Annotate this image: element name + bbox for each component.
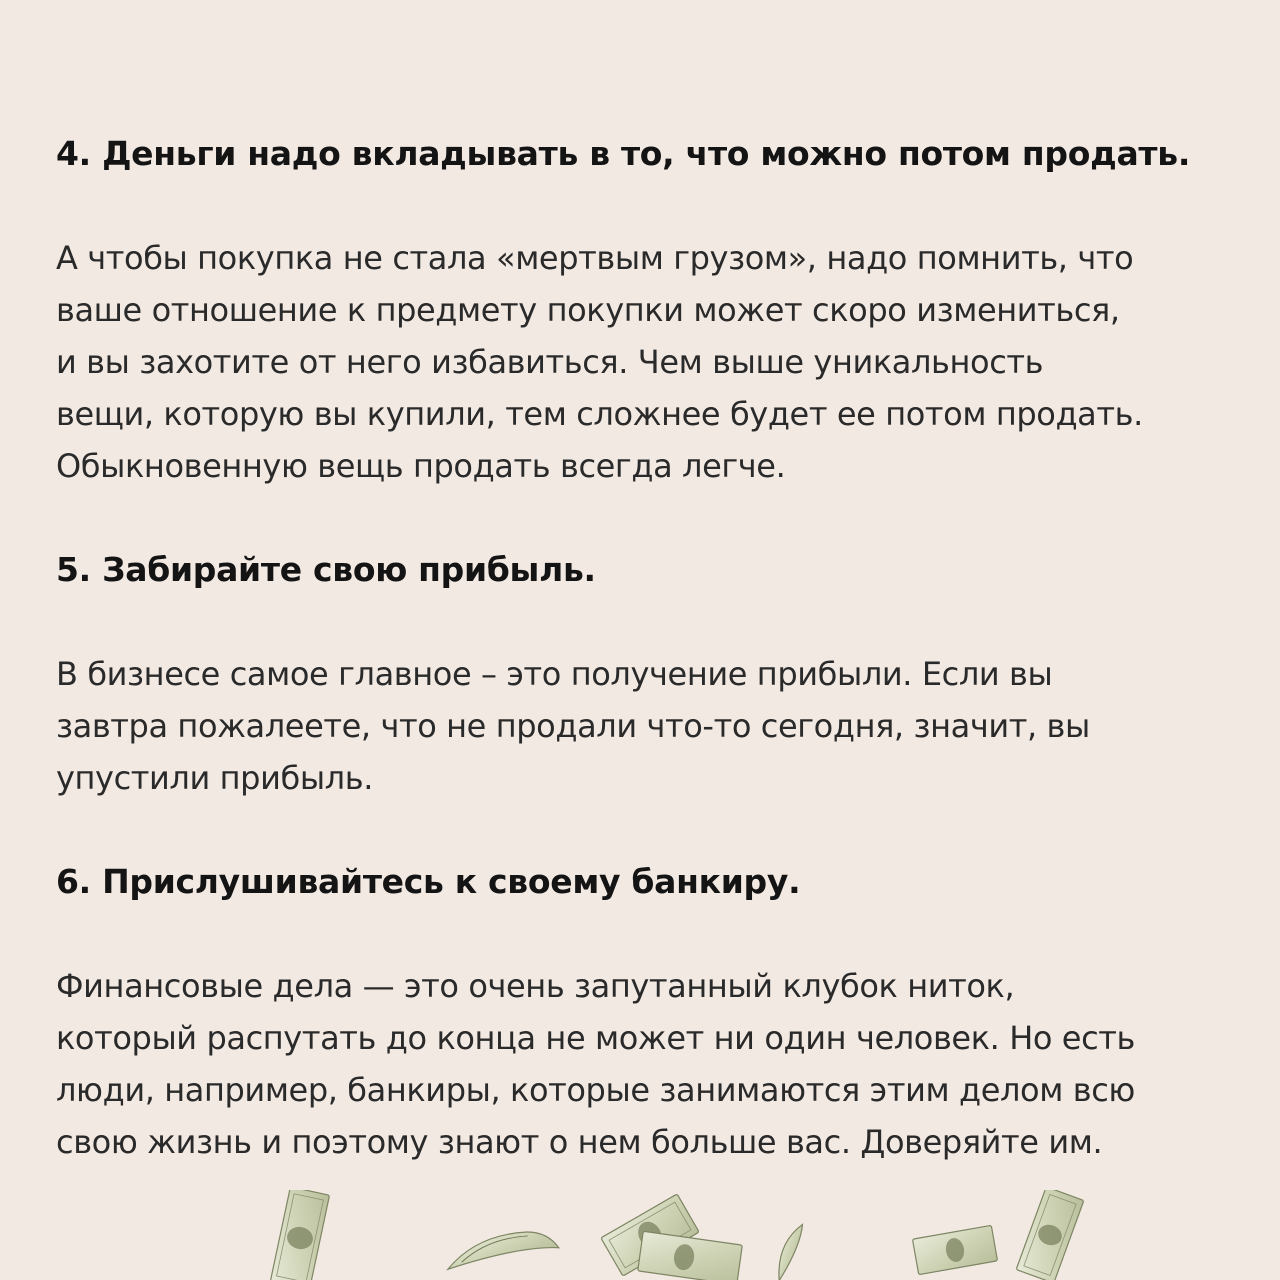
paragraph-line: и вы захотите от него избавиться. Чем выше уникальность (56, 343, 1044, 381)
falling-dollar-bills-icon (0, 1190, 1280, 1280)
paragraph-line: Обыкновенную вещь продать всегда легче. (56, 447, 786, 485)
section-4-paragraph (56, 232, 1256, 492)
paragraph-line: Финансовые дела — это очень запутанный клубок ниток, (56, 967, 1015, 1005)
paragraph-line: ваше отношение к предмету покупки может скоро измениться, (56, 291, 1120, 329)
paragraph-line: А чтобы покупка не стала «мертвым грузом», надо помнить, что (56, 239, 1134, 277)
article-content (56, 128, 1256, 1168)
section-6-paragraph (56, 960, 1256, 1168)
paragraph-line: люди, например, банкиры, которые занимаются этим делом всю (56, 1071, 1135, 1109)
paragraph-line: вещи, которую вы купили, тем сложнее будет ее потом продать. (56, 395, 1143, 433)
paragraph-line: который распутать до конца не может ни один человек. Но есть (56, 1019, 1135, 1057)
section-5-paragraph (56, 648, 1256, 804)
paragraph-line: В бизнесе самое главное – это получение прибыли. Если вы (56, 655, 1053, 693)
paragraph-line: упустили прибыль. (56, 759, 373, 797)
section-6-heading: 6. Прислушивайтесь к своему банкиру. (56, 862, 801, 901)
paragraph-line: свою жизнь и поэтому знают о нем больше вас. Доверяйте им. (56, 1123, 1103, 1161)
section-5-heading: 5. Забирайте свою прибыль. (56, 550, 596, 589)
section-4-heading: 4. Деньги надо вкладывать в то, что можно потом продать. (56, 134, 1191, 173)
paragraph-line: завтра пожалеете, что не продали что-то сегодня, значит, вы (56, 707, 1090, 745)
